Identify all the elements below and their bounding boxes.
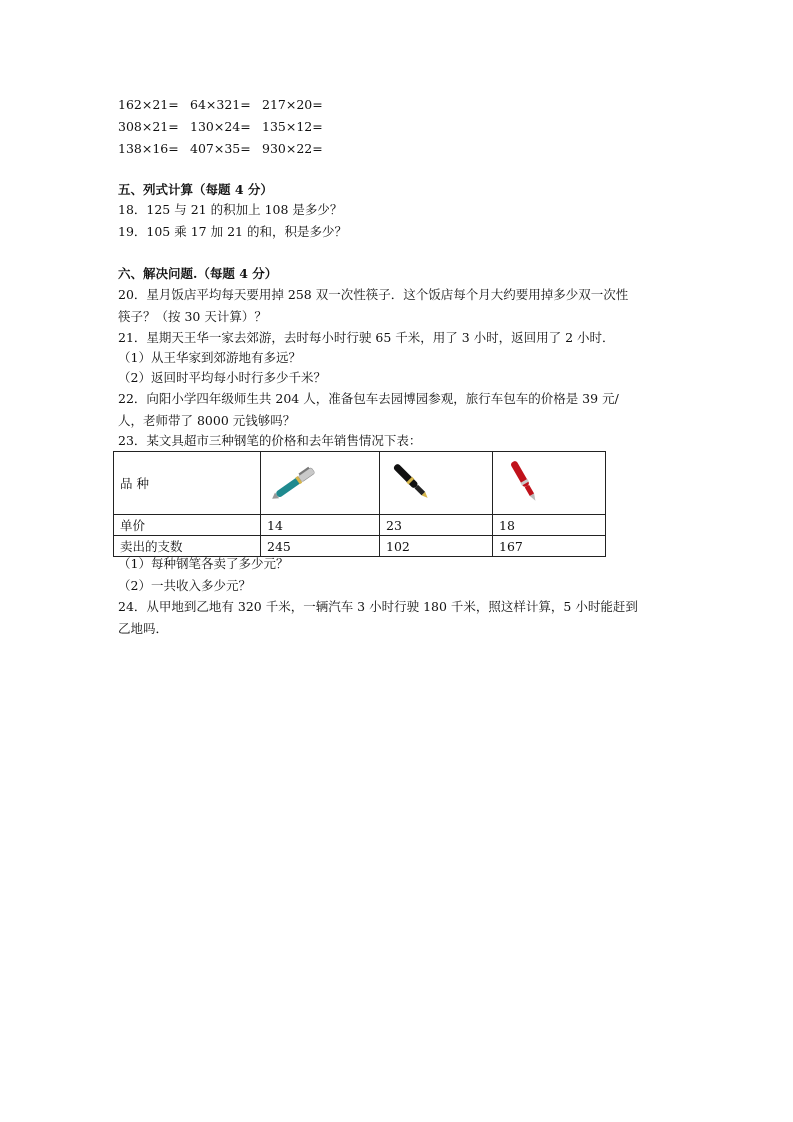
sold-row-label: 卖出的支数 bbox=[114, 536, 261, 557]
question-20-line2: 筷子？（按 30 天计算）？ bbox=[118, 309, 267, 324]
red-fountain-pen-icon bbox=[499, 496, 549, 511]
price-cell: 23 bbox=[380, 515, 493, 536]
sold-cell: 245 bbox=[261, 536, 380, 557]
question-21-sub1: （1）从王华家到郊游地有多远？ bbox=[118, 350, 301, 365]
question-23-sub2: （2）一共收入多少元？ bbox=[118, 578, 251, 593]
sold-cell: 167 bbox=[493, 536, 606, 557]
calc-item: 162×21= bbox=[118, 97, 179, 112]
question-23-sub1: （1）每种钢笔各卖了多少元？ bbox=[118, 556, 289, 571]
pen-sales-table bbox=[113, 451, 606, 557]
calc-row-3 bbox=[118, 141, 342, 157]
pen-image-cell bbox=[261, 452, 380, 515]
calc-item: 64×321= bbox=[190, 97, 251, 112]
question-22-line2: 人，老师带了 8000 元钱够吗？ bbox=[118, 413, 296, 428]
question-20-line1: 20．星月饭店平均每天要用掉 258 双一次性筷子．这个饭店每个月大约要用掉多少双一次性 bbox=[118, 287, 629, 302]
calc-item: 130×24= bbox=[190, 119, 251, 134]
calc-item: 930×22= bbox=[262, 141, 323, 156]
question-21-sub2: （2）返回时平均每小时行多少千米？ bbox=[118, 370, 326, 385]
calc-item: 135×12= bbox=[262, 119, 323, 134]
calc-item: 217×20= bbox=[262, 97, 323, 112]
sold-cell: 102 bbox=[380, 536, 493, 557]
calc-item: 407×35= bbox=[190, 141, 251, 156]
question-21-line1: 21．星期天王华一家去郊游，去时每小时行驶 65 千米，用了 3 小时，返回用了 2 小时． bbox=[118, 330, 615, 345]
calc-row-1 bbox=[118, 97, 342, 113]
price-cell: 14 bbox=[261, 515, 380, 536]
question-23-line1: 23．某文具超市三种钢笔的价格和去年销售情况下表： bbox=[118, 433, 422, 448]
question-24-line2: 乙地吗． bbox=[118, 621, 169, 636]
calc-row-2 bbox=[118, 119, 342, 135]
price-row-label: 单价 bbox=[114, 515, 261, 536]
question-19: 19．105 乘 17 加 21 的和，积是多少？ bbox=[118, 224, 347, 239]
black-fountain-pen-icon bbox=[386, 495, 436, 510]
question-18: 18．125 与 21 的积加上 108 是多少？ bbox=[118, 202, 343, 217]
calc-item: 308×21= bbox=[118, 119, 179, 134]
question-22-line1: 22．向阳小学四年级师生共 204 人，准备包车去园博园参观，旅行车包车的价格是 39 元/ bbox=[118, 391, 619, 406]
section-6-heading: 六、解决问题.（每题 4 分） bbox=[118, 266, 278, 281]
question-24-line1: 24．从甲地到乙地有 320 千米，一辆汽车 3 小时行驶 180 千米，照这样计算，5 小时能赶到 bbox=[118, 599, 638, 614]
teal-fountain-pen-icon bbox=[267, 495, 327, 510]
price-cell: 18 bbox=[493, 515, 606, 536]
calc-item: 138×16= bbox=[118, 141, 179, 156]
table-header-label: 品 种 bbox=[114, 452, 261, 515]
pen-image-cell bbox=[380, 452, 493, 515]
section-5-heading: 五、列式计算（每题 4 分） bbox=[118, 182, 273, 197]
pen-image-cell bbox=[493, 452, 606, 515]
